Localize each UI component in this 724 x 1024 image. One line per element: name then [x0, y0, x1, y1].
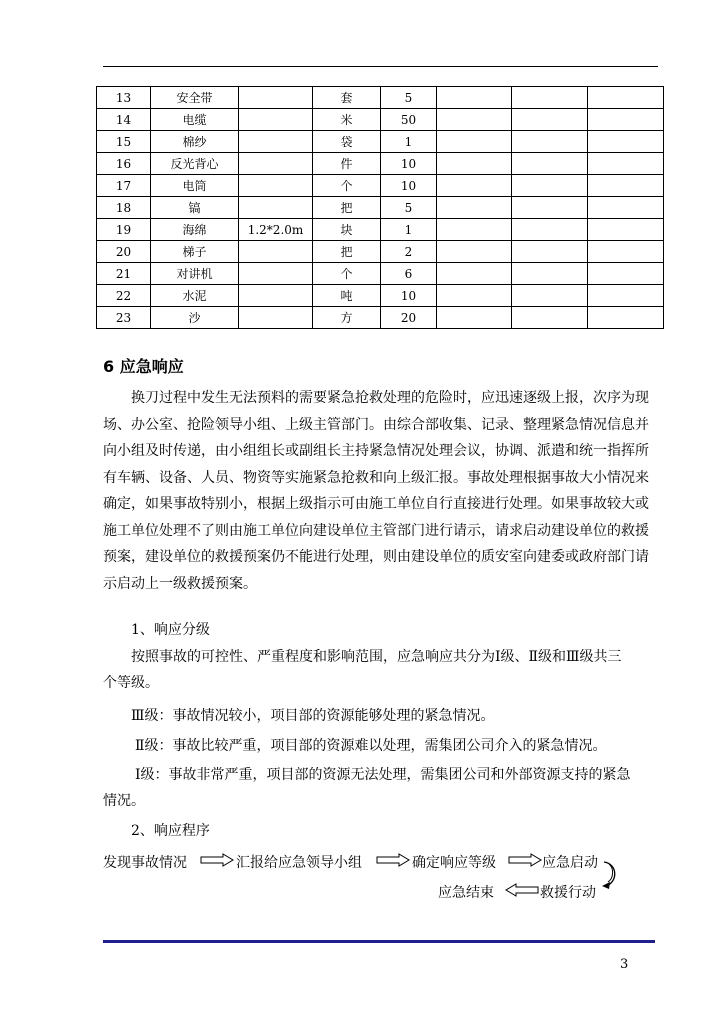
cell-empty: [437, 175, 512, 197]
cell-no: 16: [97, 153, 151, 175]
cell-spec: [239, 197, 313, 219]
table-row: [97, 307, 664, 329]
cell-unit: 个: [313, 263, 381, 285]
table-row: [97, 197, 664, 219]
cell-spec: [239, 285, 313, 307]
cell-name: 水泥: [151, 285, 239, 307]
cell-name: 反光背心: [151, 153, 239, 175]
cell-no: 13: [97, 87, 151, 109]
cell-qty: 5: [381, 87, 437, 109]
intro-paragraph: 换刀过程中发生无法预料的需要紧急抢救处理的危险时，应迅速逐级上报，次序为现场、办公室、抢险领导小组、上级主管部门。由综合部收集、记录、整理紧急情况信息并向小组及时传递，由小组组长或副组长主持紧急情况处理会议，协调、派遣和统一指挥所有车辆、设备、人员、物资等实施紧急抢救和向上级汇报。事故处理根据事故大小情况来确定，如果事故特别小，根据上级指示可由施工单位自行直接进行处理。如果事故较大或施工单位处理不了则由施工单位向建设单位主管部门进行请示，请求启动建设单位的救援预案，建设单位的救援预案仍不能进行处理，则由建设单位的质安室向建委或政府部门请示启动上一级救援预案。: [103, 390, 649, 592]
cell-empty: [512, 285, 588, 307]
cell-spec: [239, 263, 313, 285]
table-row: [97, 285, 664, 307]
cell-no: 17: [97, 175, 151, 197]
cell-empty: [512, 153, 588, 175]
cell-empty: [588, 153, 664, 175]
cell-no: 18: [97, 197, 151, 219]
cell-empty: [437, 87, 512, 109]
cell-spec: [239, 109, 313, 131]
cell-spec: [239, 175, 313, 197]
cell-empty: [437, 307, 512, 329]
cell-name: 海绵: [151, 219, 239, 241]
table-row: [97, 131, 664, 153]
table-row: [97, 153, 664, 175]
cell-empty: [512, 87, 588, 109]
cell-empty: [512, 241, 588, 263]
cell-qty: 2: [381, 241, 437, 263]
cell-empty: [512, 109, 588, 131]
cell-qty: 10: [381, 153, 437, 175]
cell-empty: [588, 131, 664, 153]
cell-name: 棉纱: [151, 131, 239, 153]
cell-empty: [588, 87, 664, 109]
cell-unit: 米: [313, 109, 381, 131]
cell-empty: [588, 109, 664, 131]
cell-spec: [239, 131, 313, 153]
table-row: [97, 87, 664, 109]
cell-qty: 10: [381, 175, 437, 197]
cell-qty: 1: [381, 219, 437, 241]
cell-name: 电筒: [151, 175, 239, 197]
flow-arrow-left-icon: [505, 883, 539, 897]
cell-empty: [588, 307, 664, 329]
table-row: [97, 219, 664, 241]
level-2-text: Ⅱ级：事故比较严重，项目部的资源难以处理，需集团公司介入的紧急情况。: [135, 738, 607, 754]
cell-empty: [512, 263, 588, 285]
flow-step-discover: 发现事故情况: [103, 855, 187, 871]
section-title: 6 应急响应: [103, 357, 184, 376]
level-3-text: Ⅲ级：事故情况较小，项目部的资源能够处理的紧急情况。: [131, 708, 495, 724]
cell-empty: [437, 263, 512, 285]
header-rule: [103, 66, 658, 67]
cell-empty: [437, 197, 512, 219]
cell-spec: 1.2*2.0m: [239, 219, 313, 241]
grading-text-line2: 个等级。: [103, 675, 159, 691]
cell-name: 镐: [151, 197, 239, 219]
page-number: 3: [620, 957, 629, 972]
cell-no: 15: [97, 131, 151, 153]
cell-no: 21: [97, 263, 151, 285]
cell-empty: [588, 263, 664, 285]
cell-empty: [512, 307, 588, 329]
grading-text-line1: 按照事故的可控性、严重程度和影响范围，应急响应共分为Ⅰ级、Ⅱ级和Ⅲ级共三: [131, 649, 622, 665]
cell-spec: [239, 241, 313, 263]
flow-step-end: 应急结束: [438, 885, 494, 901]
cell-qty: 20: [381, 307, 437, 329]
table-row: [97, 109, 664, 131]
cell-empty: [437, 285, 512, 307]
cell-empty: [437, 241, 512, 263]
cell-empty: [588, 241, 664, 263]
cell-qty: 10: [381, 285, 437, 307]
flow-arrow-icon: [376, 853, 410, 867]
cell-qty: 50: [381, 109, 437, 131]
cell-empty: [437, 109, 512, 131]
cell-spec: [239, 87, 313, 109]
cell-unit: 块: [313, 219, 381, 241]
table-row: [97, 175, 664, 197]
cell-empty: [588, 197, 664, 219]
footer-rule: [103, 940, 655, 943]
level-1-text-line2: 情况。: [103, 793, 145, 809]
cell-qty: 5: [381, 197, 437, 219]
cell-empty: [512, 131, 588, 153]
cell-name: 电缆: [151, 109, 239, 131]
cell-name: 沙: [151, 307, 239, 329]
cell-spec: [239, 307, 313, 329]
flow-turn-arrow-icon: [600, 860, 620, 890]
cell-qty: 1: [381, 131, 437, 153]
cell-unit: 把: [313, 241, 381, 263]
cell-empty: [588, 219, 664, 241]
cell-no: 23: [97, 307, 151, 329]
cell-empty: [512, 197, 588, 219]
cell-unit: 把: [313, 197, 381, 219]
flow-arrow-icon: [508, 853, 542, 867]
cell-empty: [588, 175, 664, 197]
cell-no: 20: [97, 241, 151, 263]
subsection-procedure-title: 2、响应程序: [131, 823, 210, 839]
cell-empty: [512, 219, 588, 241]
cell-empty: [512, 175, 588, 197]
subsection-grading-title: 1、响应分级: [131, 622, 210, 638]
cell-unit: 件: [313, 153, 381, 175]
cell-unit: 套: [313, 87, 381, 109]
cell-unit: 袋: [313, 131, 381, 153]
cell-name: 对讲机: [151, 263, 239, 285]
cell-no: 14: [97, 109, 151, 131]
cell-unit: 吨: [313, 285, 381, 307]
cell-spec: [239, 153, 313, 175]
flow-step-rescue: 救援行动: [540, 885, 596, 901]
flow-step-activate: 应急启动: [542, 855, 598, 871]
cell-unit: 方: [313, 307, 381, 329]
cell-no: 19: [97, 219, 151, 241]
cell-unit: 个: [313, 175, 381, 197]
cell-name: 安全带: [151, 87, 239, 109]
cell-empty: [437, 219, 512, 241]
cell-qty: 6: [381, 263, 437, 285]
table-row: [97, 263, 664, 285]
cell-name: 梯子: [151, 241, 239, 263]
flow-arrow-icon: [200, 853, 234, 867]
cell-no: 22: [97, 285, 151, 307]
cell-empty: [437, 131, 512, 153]
cell-empty: [437, 153, 512, 175]
cell-empty: [588, 285, 664, 307]
flow-step-determine: 确定响应等级: [412, 855, 496, 871]
level-1-text-line1: Ⅰ级：事故非常严重，项目部的资源无法处理，需集团公司和外部资源支持的紧急: [135, 767, 631, 783]
materials-table: [96, 86, 664, 329]
table-row: [97, 241, 664, 263]
flow-step-report: 汇报给应急领导小组: [236, 855, 362, 871]
